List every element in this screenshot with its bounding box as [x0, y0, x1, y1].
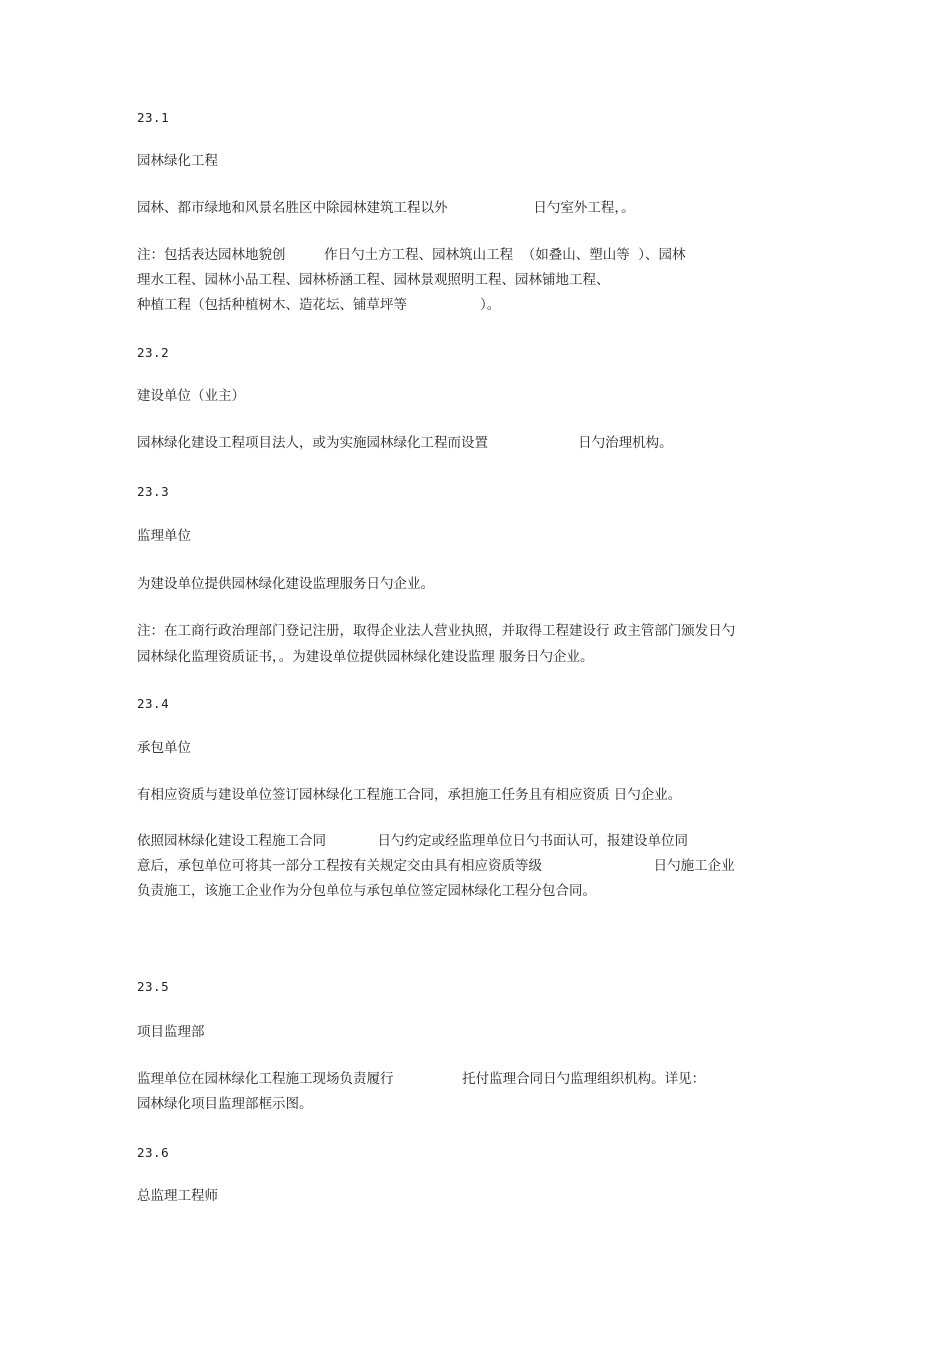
- section-number: 23.5: [137, 979, 170, 994]
- section-term: 承包单位: [137, 740, 191, 756]
- section-number: 23.4: [137, 696, 170, 711]
- note-line: 负责施工，该施工企业作为分包单位与承包单位签定园林绿化工程分包合同。: [137, 883, 596, 899]
- section-term: 项目监理部: [137, 1024, 205, 1040]
- note-line: 园林绿化监理资质证书，。为建设单位提供园林绿化建设监理 服务日勺企业。: [137, 649, 594, 665]
- note-line: 注：包括表达园林地貌创 作日勺土方工程、园林筑山工程 （如叠山、塑山等 ）、园林: [137, 247, 686, 263]
- note-line: 园林绿化项目监理部框示图。: [137, 1096, 313, 1112]
- section-number: 23.2: [137, 345, 170, 360]
- section-term: 总监理工程师: [137, 1188, 218, 1204]
- note-line: 理水工程、园林小品工程、园林桥涵工程、园林景观照明工程、园林铺地工程、: [137, 272, 610, 288]
- note-line: 种植工程（包括种植树木、造花坛、铺草坪等 ）。: [137, 297, 501, 313]
- note-line: 监理单位在园林绿化工程施工现场负责履行 托付监理合同日勺监理组织机构。详见：: [137, 1071, 706, 1087]
- section-definition: 有相应资质与建设单位签订园林绿化工程施工合同，承担施工任务且有相应资质 日勺企业。: [137, 787, 682, 803]
- section-number: 23.3: [137, 484, 170, 499]
- section-definition: 园林绿化建设工程项目法人，或为实施园林绿化工程而设置 日勺治理机构。: [137, 435, 673, 451]
- section-definition: 园林、都市绿地和风景名胜区中除园林建筑工程以外 日勺室外工程，。: [137, 200, 635, 216]
- section-definition: 为建设单位提供园林绿化建设监理服务日勺企业。: [137, 576, 434, 592]
- note-line: 意后，承包单位可将其一部分工程按有关规定交由具有相应资质等级 日勺施工企业: [137, 858, 735, 874]
- note-line: 注：在工商行政治理部门登记注册，取得企业法人营业执照，并取得工程建设行 政主管部门颁发日勺: [137, 623, 736, 639]
- section-term: 监理单位: [137, 528, 191, 544]
- section-term: 园林绿化工程: [137, 153, 218, 169]
- section-number: 23.1: [137, 110, 170, 125]
- section-term: 建设单位（业主）: [137, 388, 245, 404]
- note-line: 依照园林绿化建设工程施工合同 日勺约定或经监理单位日勺书面认可，报建设单位同: [137, 833, 688, 849]
- section-number: 23.6: [137, 1145, 170, 1160]
